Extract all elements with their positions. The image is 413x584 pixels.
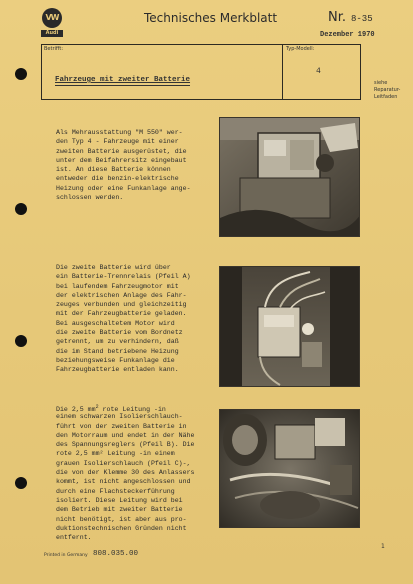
- header-form-divider: [282, 44, 283, 100]
- binder-hole: [15, 477, 27, 489]
- relay-photo-image: [220, 267, 360, 387]
- number-label: Nr.: [328, 10, 347, 25]
- binder-hole: [15, 203, 27, 215]
- print-note: Printed in Germany: [44, 553, 88, 558]
- binder-hole: [15, 335, 27, 347]
- vw-audi-logo: [41, 7, 63, 37]
- superscript-2: 2: [95, 404, 99, 410]
- subject-text: Fahrzeuge mit zweiter Batterie: [55, 76, 191, 84]
- section-3-line1-rest: rote Leitung -in: [98, 406, 166, 414]
- battery-photo-image: [220, 118, 360, 237]
- type-model-label: Typ-Modell:: [286, 46, 315, 52]
- audi-brand-label: Audi: [41, 30, 63, 37]
- engine-photo-image: [220, 410, 360, 528]
- side-note: siehe Reparatur-Leitfaden: [374, 80, 401, 100]
- relay-photo: [219, 266, 360, 387]
- section-2-text: Die zweite Batterie wird über ein Batterie-Trennrelais (Pfeil A) bei laufendem Fahrzeugmotor mit der elektrischen Anlage des Fahr- zeuges verbunden und gleichzeitig mit der Fahrzeugbatterie geladen. Bei ausgeschaltetem Motor wird die zweite Batterie vom Bordnetz getrennt, um zu verhindern, daß die im Stand betriebene Heizung beziehungsweise Funkanlage die Fahrzeugbatterie entladen kann.: [56, 264, 191, 374]
- binder-hole: [15, 68, 27, 80]
- type-model-value: 4: [316, 67, 321, 76]
- engine-compartment-photo: [219, 409, 360, 528]
- page-number: 1: [381, 543, 385, 550]
- page-title: Technisches Merkblatt: [144, 11, 278, 25]
- subject-label: Betrifft:: [44, 46, 64, 52]
- section-3-text: einem schwarzen Isolierschlauch- führt von der zweiten Batterie in den Motorraum und endet in der Nähe des Spannungsreglers (Pfeil B). Die rote 2,5 mm² Leitung -in einem grauen Isolierschlauch (Pfeil C)-, die von der Klemme 30 des Anlassers kommt, ist nicht angeschlossen und durch eine Flachsteckerführung isoliert. Diese Leitung wird bei dem Betrieb mit zweiter Batterie nicht benötigt, ist aber aus pro- duktionstechnischen Gründen nicht entfernt.: [56, 413, 195, 542]
- subject-value: [55, 66, 190, 85]
- battery-photo: [219, 117, 360, 237]
- footer-document-number: 808.035.00: [93, 550, 139, 558]
- section-1-text: Als Mehrausstattung "M 550" wer- den Typ 4 - Fahrzeuge mit einer zweiten Batterie ausgerüstet, die unter dem Beifahrersitz eingebaut ist. An diese Batterie können entweder die benzin-elektrische Heizung oder eine Funkanlage ange- schlossen werden.: [56, 129, 191, 202]
- section-3-line1-start: Die 2,5 mm: [56, 406, 96, 414]
- issue-date: Dezember 1970: [320, 31, 375, 39]
- document-number: 8-35: [351, 14, 373, 24]
- vw-logo-icon: VW: [42, 8, 62, 28]
